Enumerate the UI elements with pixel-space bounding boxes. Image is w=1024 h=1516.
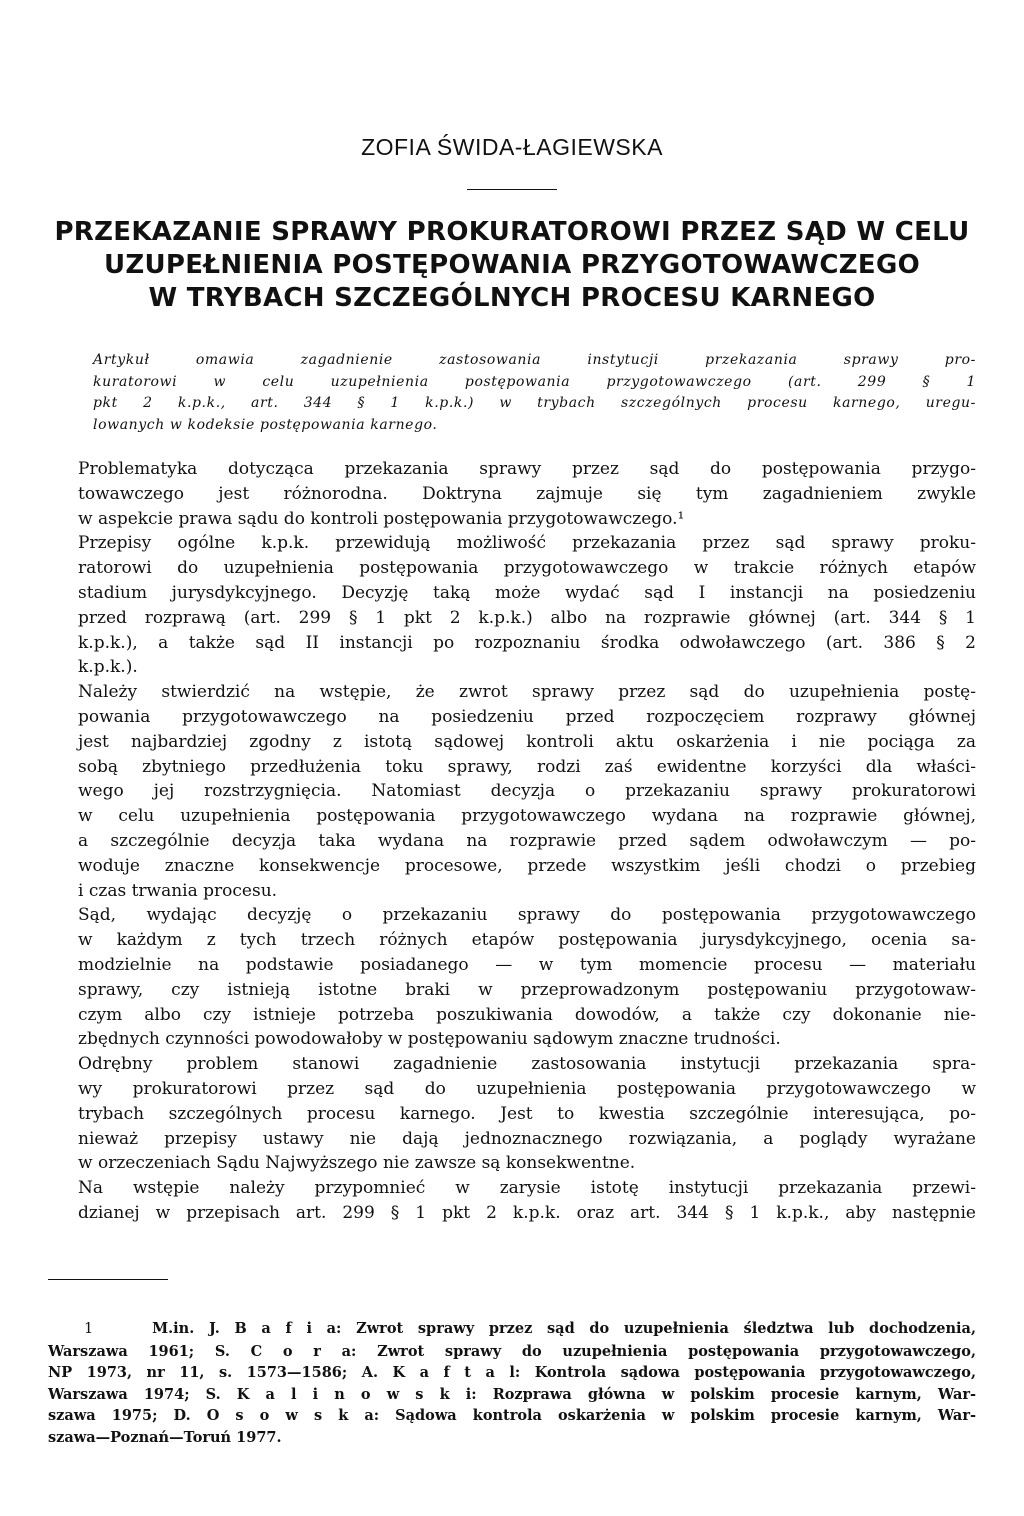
footnote-line: NP 1973, nr 11, s. 1573—1586; A. K a f t a l: Kontrola sądowa postępowania przygotowawczego, — [48, 1364, 976, 1381]
title-line: W TRYBACH SZCZEGÓLNYCH PROCESU KARNEGO — [148, 283, 876, 313]
body-paragraph — [48, 531, 976, 680]
footnote-line: Warszawa 1974; S. K a l i n o w s k i: Rozprawa główna w polskim procesie karnym, War- — [48, 1385, 976, 1403]
body-line: Odrębny problem stanowi zagadnienie zastosowania instytucji przekazania spra- — [78, 1054, 976, 1075]
body-line: a szczególnie decyzja taka wydana na rozprawie przed sądem odwoławczym — po- — [78, 830, 976, 851]
body-line: przed rozprawą (art. 299 § 1 pkt 2 k.p.k.) albo na rozprawie głównej (art. 344 § 1 — [78, 607, 976, 628]
abstract-line: kuratorowi w celu uzupełnienia postępowania przygotowawczego (art. 299 § 1 — [93, 373, 976, 390]
footnote-separator-rule — [48, 1279, 168, 1280]
body-line: Należy stwierdzić na wstępie, że zwrot sprawy przez sąd do uzupełnienia postę- — [78, 682, 976, 703]
body-line: w orzeczeniach Sądu Najwyższego nie zawsze są konsekwentne. — [78, 1153, 636, 1174]
title-line: UZUPEŁNIENIA POSTĘPOWANIA PRZYGOTOWAWCZEGO — [103, 250, 921, 280]
body-line: zbędnych czynności powodowałoby w postępowaniu sądowym znaczne trudności. — [78, 1029, 781, 1050]
footnote-line — [48, 1318, 976, 1341]
body-line: trybach szczególnych procesu karnego. Jest to kwestia szczególnie interesująca, po- — [78, 1103, 976, 1124]
abstract-line: lowanych w kodeksie postępowania karnego. — [93, 416, 438, 433]
body-line: Na wstępie należy przypomnieć w zarysie istotę instytucji przekazania przewi- — [78, 1178, 976, 1199]
body-line: w celu uzupełnienia postępowania przygotowawczego wydana na rozprawie głównej, — [78, 806, 976, 827]
footnote-line: szawa—Poznań—Toruń 1977. — [48, 1428, 282, 1446]
body-line: nieważ przepisy ustawy nie dają jednoznacznego rozwiązania, a poglądy wyrażane — [78, 1128, 976, 1149]
body-line: w aspekcie prawa sądu do kontroli postępowania przygotowawczego.¹ — [78, 508, 685, 529]
body-line: k.p.k.). — [78, 657, 138, 678]
article-body — [48, 457, 976, 1226]
body-line: jest najbardziej zgodny z istotą sądowej kontroli aktu oskarżenia i nie pociąga za — [78, 731, 976, 752]
body-line: Sąd, wydając decyzję o przekazaniu sprawy do postępowania przygotowawczego — [78, 905, 976, 926]
body-line: sobą zbytniego przedłużenia toku sprawy, rodzi zaś ewidentne korzyści dla właści- — [78, 756, 976, 777]
footnote-text: M.in. J. B a f i a: Zwrot sprawy przez sąd do uzupełnienia śledztwa lub dochodzenia, — [152, 1320, 977, 1337]
body-line: towawczego jest różnorodna. Doktryna zajmuje się tym zagadnieniem zwykle — [78, 483, 976, 504]
body-line: powania przygotowawczego na posiedzeniu przed rozpoczęciem rozprawy głównej — [78, 706, 976, 727]
footnote — [48, 1318, 976, 1448]
body-line: i czas trwania procesu. — [78, 880, 278, 901]
body-paragraph — [48, 680, 976, 903]
body-line: Problematyka dotycząca przekazania sprawy przez sąd do postępowania przygo- — [78, 459, 976, 479]
article-title — [48, 216, 976, 315]
body-line: czym albo czy istnieje potrzeba poszukiwania dowodów, a także czy dokonanie nie- — [78, 1004, 976, 1025]
body-line: modzielnie na podstawie posiadanego — w tym momencie procesu — materiału — [78, 954, 976, 975]
footnote-line: szawa 1975; D. O s o w s k a: Sądowa kontrola oskarżenia w polskim procesie karnym, War- — [48, 1407, 976, 1424]
title-separator-rule — [467, 189, 557, 190]
abstract — [93, 350, 976, 436]
abstract-line: pkt 2 k.p.k., art. 344 § 1 k.p.k.) w trybach szczególnych procesu karnego, uregu- — [93, 395, 976, 411]
body-line: sprawy, czy istnieją istotne braki w przeprowadzonym postępowaniu przygotowaw- — [78, 979, 976, 1000]
body-line: wego jej rozstrzygnięcia. Natomiast decyzja o przekazaniu sprawy prokuratorowi — [78, 781, 976, 802]
body-paragraph — [48, 1176, 976, 1226]
abstract-line: Artykuł omawia zagadnienie zastosowania instytucji przekazania sprawy pro- — [93, 352, 976, 368]
body-paragraph — [48, 1052, 976, 1176]
title-line: PRZEKAZANIE SPRAWY PROKURATOROWI PRZEZ SĄD W CELU — [54, 217, 970, 247]
body-line: stadium jurysdykcyjnego. Decyzję taką może wydać sąd I instancji na posiedzeniu — [78, 582, 976, 603]
body-paragraph — [48, 903, 976, 1052]
author-name: ZOFIA ŚWIDA-ŁAGIEWSKA — [361, 134, 663, 160]
body-line: w każdym z tych trzech różnych etapów postępowania jurysdykcyjnego, ocenia sa- — [78, 930, 976, 951]
body-line: k.p.k.), a także sąd II instancji po rozpoznaniu środka odwoławczego (art. 386 § 2 — [78, 632, 976, 653]
body-line: dzianej w przepisach art. 299 § 1 pkt 2 k.p.k. oraz art. 344 § 1 k.p.k., aby następnie — [78, 1202, 976, 1223]
footnote-number: 1 — [84, 1321, 94, 1337]
body-line: woduje znaczne konsekwencje procesowe, przede wszystkim jeśli chodzi o przebieg — [78, 855, 976, 876]
body-paragraph — [48, 457, 976, 531]
body-line: Przepisy ogólne k.p.k. przewidują możliwość przekazania przez sąd sprawy proku- — [78, 533, 976, 554]
footnote-line: Warszawa 1961; S. C o r a: Zwrot sprawy do uzupełnienia postępowania przygotowawczego, — [48, 1342, 976, 1360]
body-line: wy prokuratorowi przez sąd do uzupełnienia postępowania przygotowawczego w — [78, 1078, 976, 1099]
body-line: ratorowi do uzupełnienia postępowania przygotowawczego w trakcie różnych etapów — [78, 558, 976, 579]
